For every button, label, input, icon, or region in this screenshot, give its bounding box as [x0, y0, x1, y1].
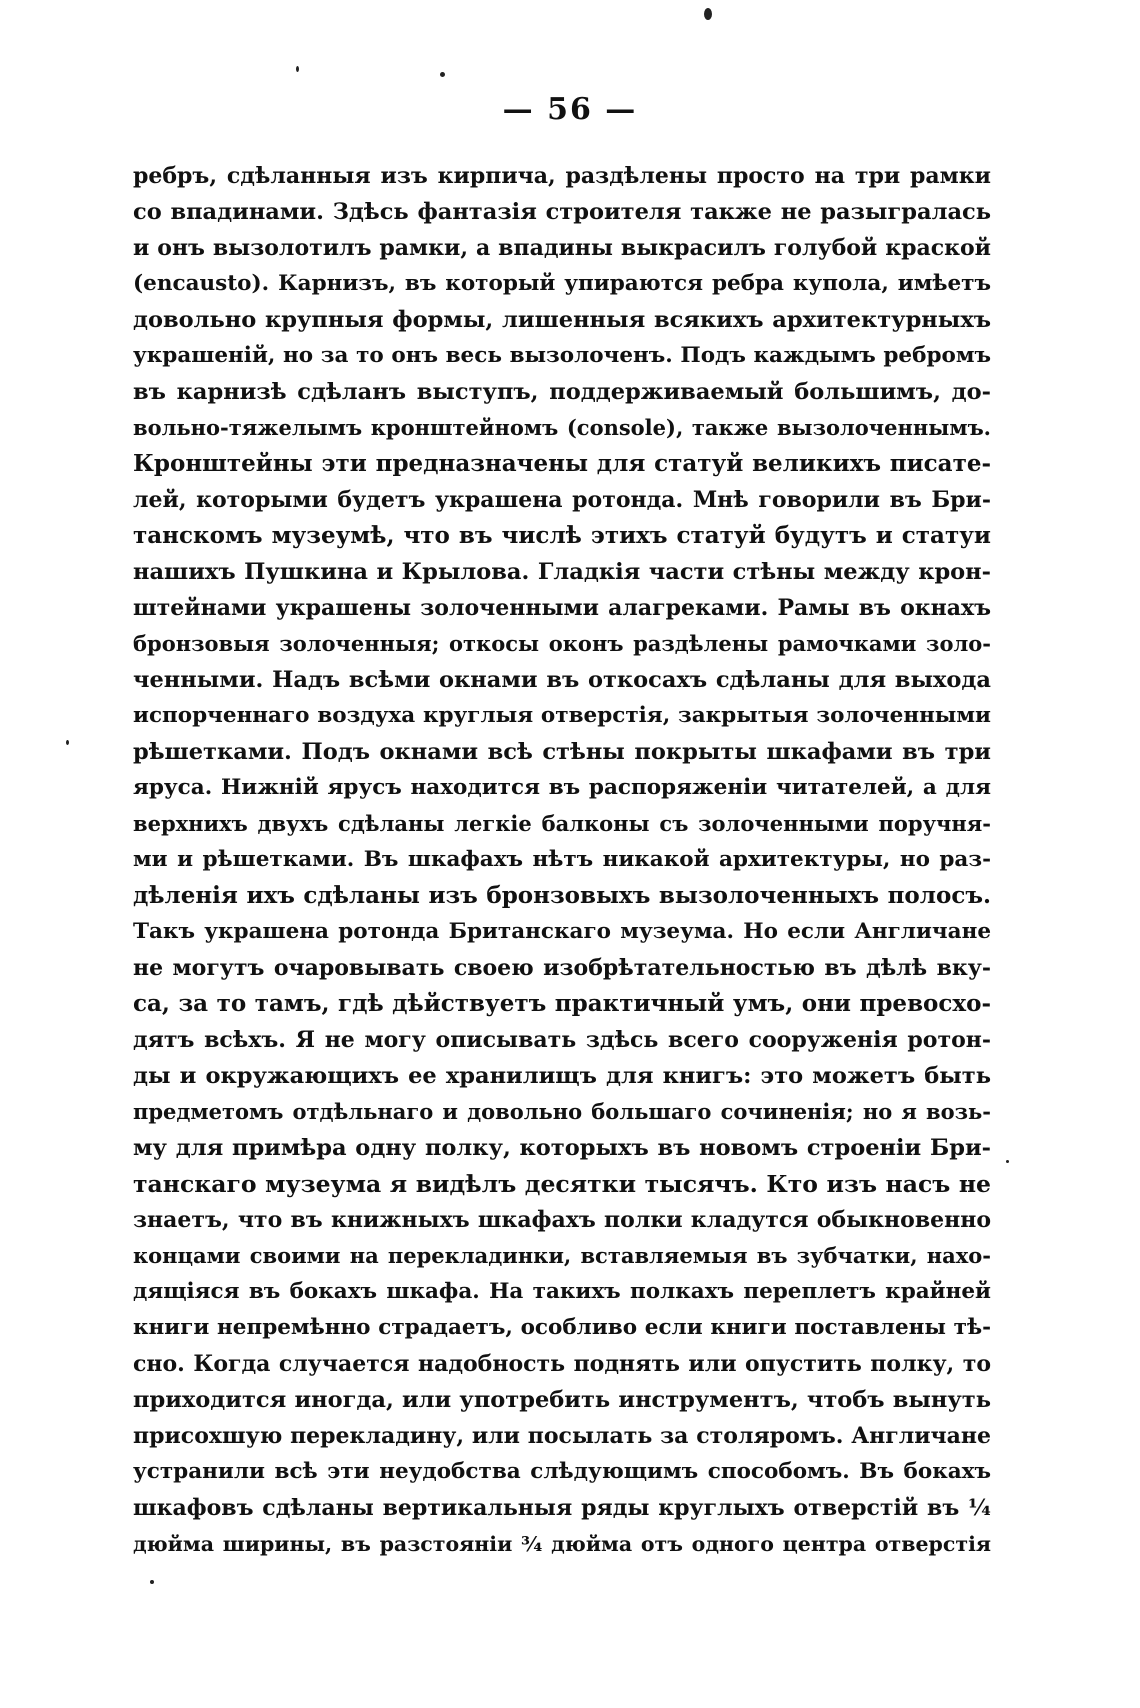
text-line: сно. Когда случается надобность поднять или опустить полку, то	[133, 1351, 991, 1377]
text-line: рѣшетками. Подъ окнами всѣ стѣны покрыты шкафами въ три	[133, 739, 991, 765]
text-line: нашихъ Пушкина и Крылова. Гладкія части стѣны между крон-	[133, 559, 991, 585]
text-line: дящіяся въ бокахъ шкафа. На такихъ полкахъ переплетъ крайней	[133, 1279, 991, 1304]
text-line: вольно-тяжелымъ кронштейномъ (console), также вызолоченнымъ.	[133, 415, 991, 440]
text-line: яруса. Нижній ярусъ находится въ распоряженіи читателей, а для	[133, 775, 991, 800]
scan-speck	[440, 72, 445, 77]
text-line: са, за то тамъ, гдѣ дѣйствуетъ практичный умъ, они превосхо-	[133, 990, 991, 1017]
text-line: штейнами украшены золоченными алагреками. Рамы въ окнахъ	[133, 595, 991, 621]
page-body	[133, 158, 991, 1562]
text-line: знаетъ, что въ книжныхъ шкафахъ полки кладутся обыкновенно	[133, 1207, 991, 1233]
text-line: устранили всѣ эти неудобства слѣдующимъ способомъ. Въ бокахъ	[133, 1459, 991, 1484]
text-line: не могутъ очаровывать своею изобрѣтательностью въ дѣлѣ вку-	[133, 955, 991, 981]
text-line: танскаго музеума я видѣлъ десятки тысячъ. Кто изъ насъ не	[133, 1170, 991, 1198]
text-line: лей, которыми будетъ украшена ротонда. Мнѣ говорили въ Бри-	[133, 487, 991, 513]
text-line: украшеній, но за то онъ весь вызолоченъ. Подъ каждымъ ребромъ	[133, 343, 991, 368]
text-line: приходится иногда, или употребить инструментъ, чтобъ вынуть	[133, 1387, 991, 1413]
text-line: книги непремѣнно страдаетъ, особливо если книги поставлены тѣ-	[133, 1315, 991, 1340]
text-line: ми и рѣшетками. Въ шкафахъ нѣтъ никакой архитектуры, но раз-	[133, 847, 991, 872]
text-line: (encausto). Карнизъ, въ который упираются ребра купола, имѣетъ	[133, 271, 991, 296]
text-line: довольно крупныя формы, лишенныя всякихъ архитектурныхъ	[133, 307, 991, 333]
text-line: ды и окружающихъ ее хранилищъ для книгъ: это можетъ быть	[133, 1063, 991, 1089]
scan-speck	[704, 8, 712, 20]
scan-speck	[150, 1580, 154, 1584]
text-line: му для примѣра одну полку, которыхъ въ новомъ строеніи Бри-	[133, 1135, 991, 1161]
text-line: предметомъ отдѣльнаго и довольно большаго сочиненія; но я возь-	[133, 1099, 991, 1124]
text-line: дюйма ширины, въ разстояніи ¾ дюйма отъ одного центра отверстія	[133, 1532, 991, 1556]
scan-speck	[1006, 1160, 1009, 1163]
page-number: — 56 —	[502, 92, 638, 127]
text-line: бронзовыя золоченныя; откосы оконъ раздѣлены рамочками золо-	[133, 631, 991, 656]
text-line: верхнихъ двухъ сдѣланы легкіе балконы съ золоченными поручня-	[133, 811, 991, 836]
text-line: и онъ вызолотилъ рамки, а впадины выкрасилъ голубой краской	[133, 235, 991, 261]
text-line: шкафовъ сдѣланы вертикальныя ряды круглыхъ отверстій въ ¼	[133, 1495, 991, 1521]
scan-speck	[296, 66, 299, 72]
text-line: въ карнизѣ сдѣланъ выступъ, поддерживаемый большимъ, до-	[133, 379, 991, 405]
text-line: дятъ всѣхъ. Я не могу описывать здѣсь всего сооруженія ротон-	[133, 1027, 991, 1053]
text-line: танскомъ музеумѣ, что въ числѣ этихъ статуй будутъ и статуи	[133, 522, 991, 549]
text-line: ребръ, сдѣланныя изъ кирпича, раздѣлены просто на три рамки	[133, 163, 991, 189]
text-line: испорченнаго воздуха круглыя отверстія, закрытыя золоченными	[133, 703, 991, 728]
text-line: Кронштейны эти предназначены для статуй великихъ писате-	[133, 450, 991, 477]
text-line: со впадинами. Здѣсь фантазія строителя также не разыгралась	[133, 199, 991, 225]
text-line: ченными. Надъ всѣми окнами въ откосахъ сдѣланы для выхода	[133, 667, 991, 693]
text-line: Такъ украшена ротонда Британскаго музеума. Но если Англичане	[133, 919, 991, 944]
scan-speck	[66, 740, 69, 745]
text-line: присохшую перекладину, или посылать за столяромъ. Англичане	[133, 1423, 991, 1449]
text-line: концами своими на перекладинки, вставляемыя въ зубчатки, нахо-	[133, 1243, 991, 1268]
text-line: дѣленія ихъ сдѣланы изъ бронзовыхъ вызолоченныхъ полосъ.	[133, 882, 991, 909]
